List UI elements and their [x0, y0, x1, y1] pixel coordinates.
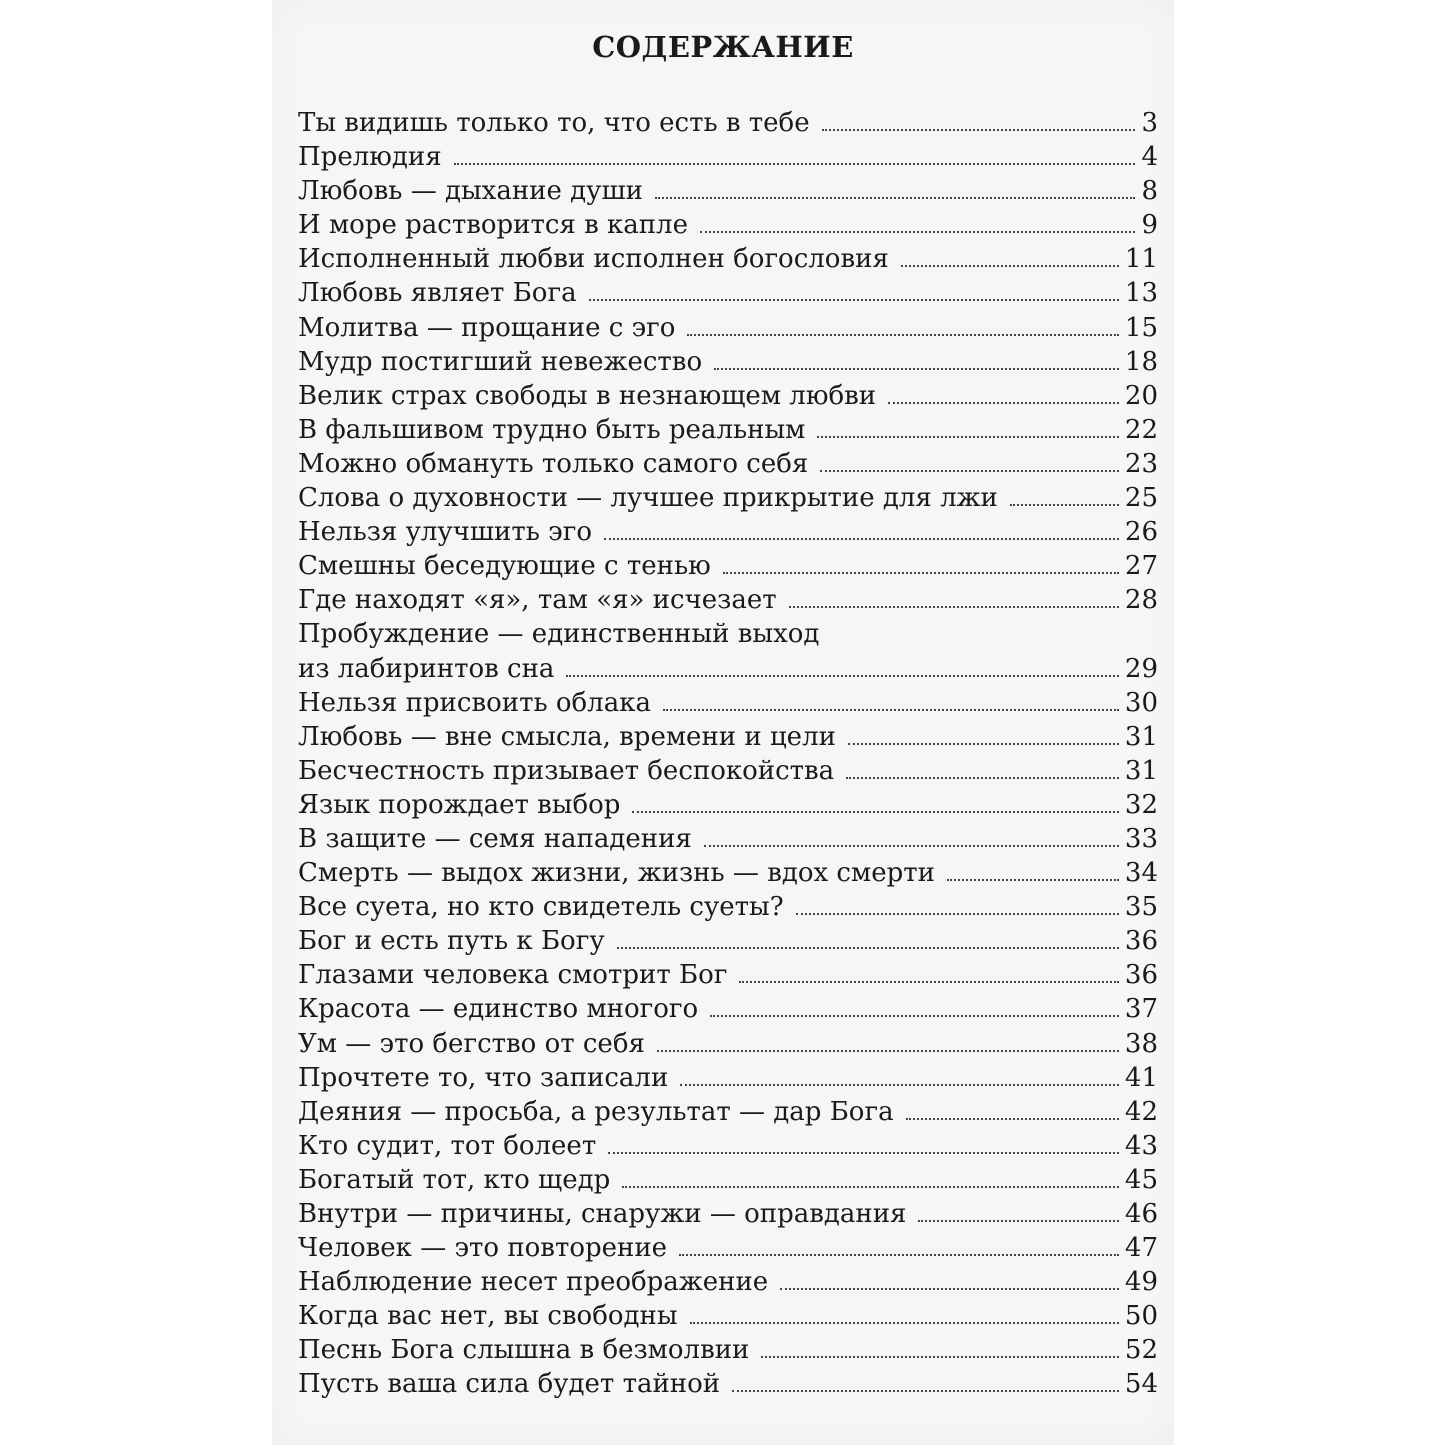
toc-entry [298, 686, 1158, 720]
toc-entry-page-number: 23 [1124, 448, 1158, 479]
dot-leader [901, 265, 1119, 267]
toc-entry-page-number: 35 [1124, 892, 1158, 923]
toc-entry-title: Можно обмануть только самого себя [298, 448, 809, 479]
toc-entry-page-number: 8 [1141, 176, 1158, 207]
toc-entry-page-number: 50 [1124, 1301, 1158, 1332]
dot-leader [589, 299, 1119, 301]
dot-leader [704, 845, 1119, 847]
toc-entry-page-number: 34 [1124, 858, 1158, 889]
toc-entry-page-number: 32 [1124, 789, 1158, 820]
toc-entry-page-number: 25 [1124, 483, 1158, 514]
toc-entry [298, 1027, 1158, 1061]
toc-entry [298, 1095, 1158, 1129]
toc-entry [298, 1129, 1158, 1163]
dot-leader [848, 743, 1119, 745]
toc-entry-title: Пробуждение — единственный выход [298, 619, 820, 650]
toc-entry [298, 1061, 1158, 1095]
toc-entry-title: Внутри — причины, снаружи — оправдания [298, 1199, 907, 1229]
toc-entry [298, 413, 1158, 447]
dot-leader [604, 538, 1119, 540]
dot-leader [723, 572, 1119, 574]
dot-leader [454, 163, 1136, 165]
dot-leader [1010, 504, 1119, 506]
toc-entry-page-number: 31 [1124, 721, 1158, 752]
toc-entry-title: Бесчестность призывает беспокойства [298, 755, 835, 786]
toc-entry-title: В защите — семя нападения [298, 823, 692, 854]
toc-entry-title: Ум — это бегство от себя [298, 1028, 645, 1059]
toc-entry-title: Смерть — выдох жизни, жизнь — вдох смерти [298, 858, 935, 889]
toc-entry-title: Человек — это повторение [298, 1233, 668, 1264]
dot-leader [817, 436, 1119, 438]
dot-leader [888, 402, 1119, 404]
dot-leader [700, 231, 1135, 233]
toc-entry-title: Все суета, но кто свидетель суеты? [298, 892, 784, 923]
toc-entry-page-number: 41 [1124, 1062, 1158, 1093]
toc-entry-page-number: 45 [1124, 1164, 1158, 1195]
dot-leader [906, 1118, 1119, 1120]
toc-entry [298, 174, 1158, 208]
toc-entry [298, 822, 1158, 856]
toc-entry [298, 1163, 1158, 1197]
toc-entry [298, 515, 1158, 549]
toc-entry-title: Кто судит, тот болеет [298, 1130, 597, 1161]
toc-entry-page-number: 4 [1141, 142, 1158, 173]
toc-entry-page-number: 3 [1141, 108, 1158, 138]
toc-entry-title: Ты видишь только то, что есть в тебе [298, 108, 810, 138]
toc-entry-title: Молитва — прощание с эго [298, 312, 676, 343]
dot-leader [710, 1015, 1119, 1017]
toc-entry-page-number: 52 [1124, 1335, 1158, 1366]
dot-leader [632, 811, 1118, 813]
toc-entry-title: Где находят «я», там «я» исчезает [298, 585, 777, 616]
toc-entry [298, 720, 1158, 754]
toc-entry-title: Смешны беседующие с тенью [298, 551, 711, 582]
dot-leader [761, 1356, 1119, 1358]
toc-entry-page-number: 46 [1124, 1199, 1158, 1229]
toc-entry-page-number: 15 [1124, 312, 1158, 343]
toc-entry [298, 1299, 1158, 1333]
dot-leader [687, 334, 1118, 336]
toc-entry-title: Красота — единство многого [298, 994, 699, 1025]
dot-leader [780, 1288, 1119, 1290]
toc-entry-title: Нельзя улучшить эго [298, 517, 593, 548]
toc-entry-title: Мудр постигший невежество [298, 346, 703, 377]
dot-leader [820, 470, 1119, 472]
toc-entry-title: из лабиринтов сна [298, 653, 555, 684]
dot-leader [663, 709, 1119, 711]
dot-leader [566, 675, 1118, 677]
toc-entry-title: В фальшивом трудно быть реальным [298, 414, 806, 445]
toc-entry-title: Наблюдение несет преображение [298, 1267, 769, 1298]
toc-entry [298, 140, 1158, 174]
dot-leader [657, 1050, 1119, 1052]
toc-entry-page-number: 13 [1124, 278, 1158, 309]
toc-entry-page-number: 31 [1124, 755, 1158, 786]
toc-entry-title: И море растворится в капле [298, 210, 688, 241]
dot-leader [789, 606, 1119, 608]
dot-leader [679, 1254, 1119, 1256]
dot-leader [714, 368, 1119, 370]
toc-entry-title: Любовь — дыхание души [298, 176, 643, 207]
toc-entry-title: Прелюдия [298, 142, 442, 173]
toc-entry-page-number: 26 [1124, 517, 1158, 548]
toc-entry-page-number: 27 [1124, 551, 1158, 582]
toc-entry [298, 208, 1158, 242]
dot-leader [608, 1152, 1119, 1154]
toc-entry [298, 1265, 1158, 1299]
toc-entry-page-number: 38 [1124, 1028, 1158, 1059]
toc-entry [298, 549, 1158, 583]
toc-entry-title: Нельзя присвоить облака [298, 687, 651, 718]
toc-entry [298, 379, 1158, 413]
dot-leader [732, 1390, 1119, 1392]
toc-entry-page-number: 28 [1124, 585, 1158, 616]
dot-leader [622, 1186, 1119, 1188]
dot-leader [947, 879, 1119, 881]
toc-entry-title: Пусть ваша сила будет тайной [298, 1369, 721, 1400]
toc-entry-title: Язык порождает выбор [298, 789, 621, 820]
dot-leader [796, 913, 1119, 915]
toc-entry-title: Богатый тот, кто щедр [298, 1164, 611, 1195]
toc-entry [298, 617, 1158, 651]
toc-entry-title: Велик страх свободы в незнающем любви [298, 380, 877, 411]
toc-entry [298, 447, 1158, 481]
toc-entry [298, 992, 1158, 1026]
toc-entry [298, 652, 1158, 686]
toc-entry-title: Бог и есть путь к Богу [298, 926, 605, 957]
dot-leader [918, 1220, 1118, 1222]
toc-entry [298, 481, 1158, 515]
toc-entry-page-number: 36 [1124, 926, 1158, 957]
toc-entry-title: Слова о духовности — лучшее прикрытие для лжи [298, 483, 998, 514]
dot-leader [739, 981, 1119, 983]
toc-entry [298, 1367, 1158, 1401]
toc-entry [298, 276, 1158, 310]
toc-entry-page-number: 9 [1141, 210, 1158, 241]
toc-entry-page-number: 20 [1124, 380, 1158, 411]
toc-entry-page-number: 22 [1124, 414, 1158, 445]
toc-entry-page-number: 47 [1124, 1233, 1158, 1264]
toc-entry-page-number: 54 [1124, 1369, 1158, 1400]
toc-entry-page-number: 49 [1124, 1267, 1158, 1298]
toc-entry [298, 583, 1158, 617]
toc-entry-page-number: 37 [1124, 994, 1158, 1025]
toc-entry-page-number: 42 [1124, 1096, 1158, 1127]
dot-leader [617, 947, 1119, 949]
toc-entry [298, 856, 1158, 890]
toc-entry [298, 311, 1158, 345]
toc-entry [298, 890, 1158, 924]
toc-entry-page-number: 11 [1124, 244, 1158, 275]
toc-entry-title: Глазами человека смотрит Бог [298, 960, 728, 991]
toc-entry [298, 1231, 1158, 1265]
toc-entry-title: Деяния — просьба, а результат — дар Бога [298, 1096, 894, 1127]
toc-entry-page-number: 36 [1124, 960, 1158, 991]
toc-entry-page-number: 43 [1124, 1130, 1158, 1161]
toc-entry-page-number: 18 [1124, 346, 1158, 377]
toc-entry-page-number: 33 [1124, 823, 1158, 854]
dot-leader [690, 1322, 1119, 1324]
dot-leader [655, 197, 1136, 199]
toc-entry [298, 754, 1158, 788]
toc-entry [298, 924, 1158, 958]
toc-list [298, 106, 1158, 1402]
toc-entry [298, 345, 1158, 379]
dot-leader [680, 1084, 1119, 1086]
toc-entry-title: Прочтете то, что записали [298, 1062, 669, 1093]
toc-entry-title: Любовь являет Бога [298, 278, 577, 309]
toc-entry [298, 958, 1158, 992]
toc-entry [298, 242, 1158, 276]
toc-entry [298, 106, 1158, 140]
toc-entry-title: Любовь — вне смысла, времени и цели [298, 721, 836, 752]
toc-entry-title: Песнь Бога слышна в безмолвии [298, 1335, 750, 1366]
toc-entry [298, 1333, 1158, 1367]
toc-entry-page-number: 30 [1124, 687, 1158, 718]
dot-leader [846, 777, 1119, 779]
toc-entry [298, 788, 1158, 822]
toc-heading: СОДЕРЖАНИЕ [592, 30, 854, 64]
toc-entry [298, 1197, 1158, 1231]
toc-entry-page-number: 29 [1124, 653, 1158, 684]
toc-entry-title: Когда вас нет, вы свободны [298, 1301, 678, 1332]
toc-entry-title: Исполненный любви исполнен богословия [298, 244, 889, 275]
dot-leader [822, 129, 1136, 131]
